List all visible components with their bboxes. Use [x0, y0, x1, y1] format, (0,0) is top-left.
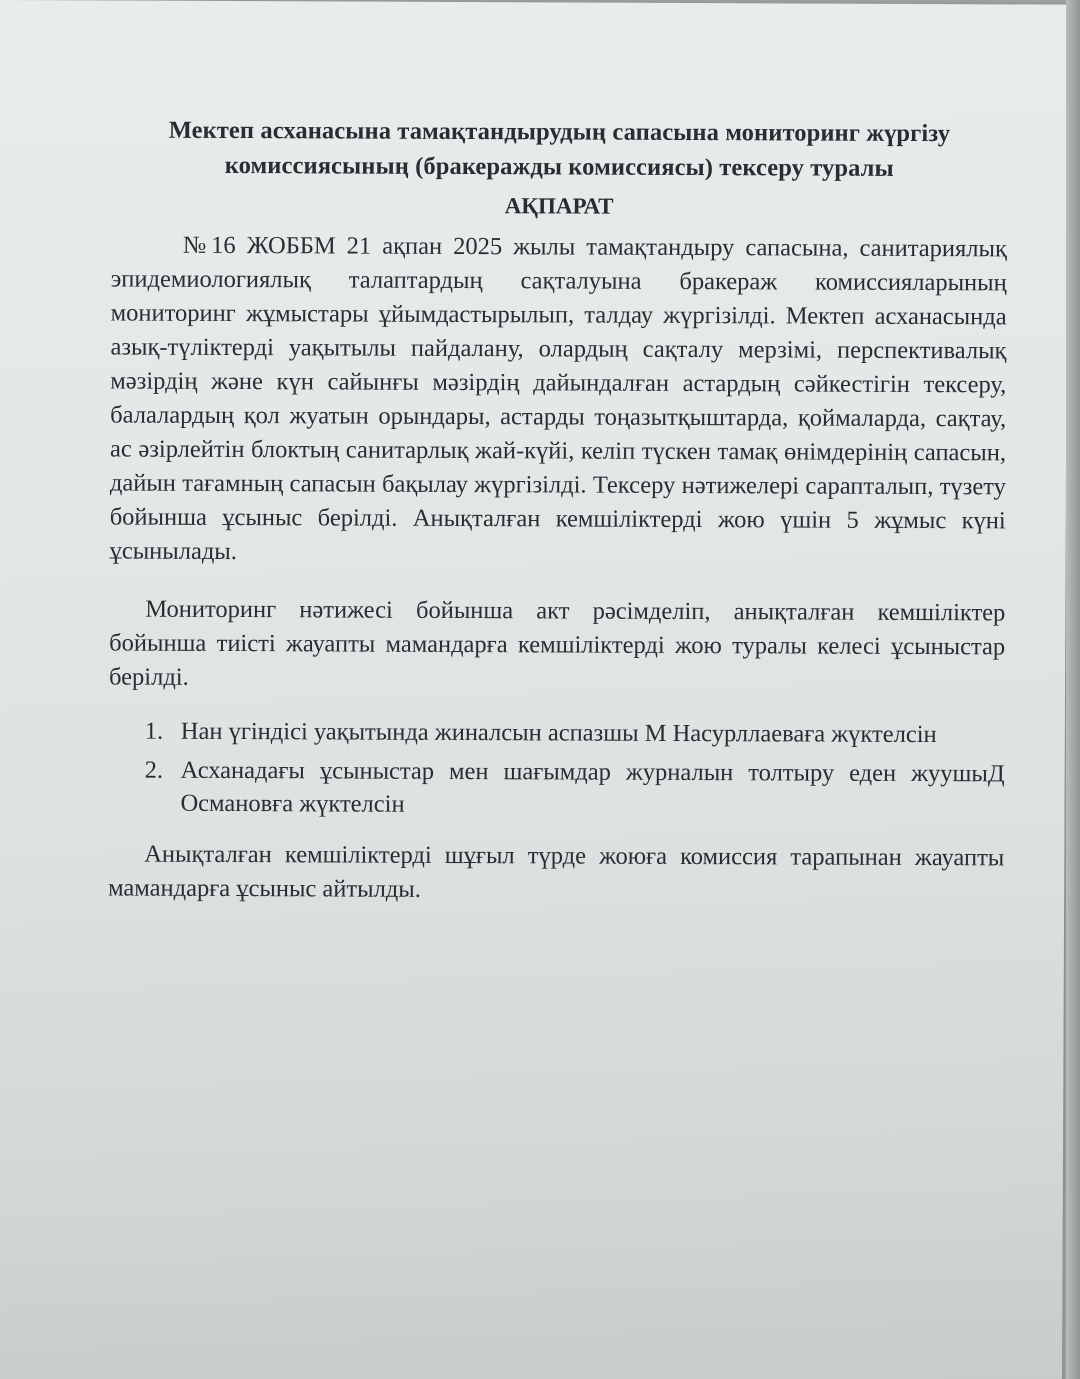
list-item-text: Нан үгіндісі уақытында жиналсын аспазшы М Насурллаеваға жүктелсін	[180, 717, 937, 749]
document-body	[108, 112, 1007, 909]
document-type-heading: АҚПАРАТ	[504, 193, 614, 219]
title-line-1: Мектеп асханасына тамақтандырудың сапасына мониторинг жүргізу	[168, 116, 951, 148]
paragraph-2: Мониторинг нәтижесі бойынша акт рәсімделіп, анықталған кемшіліктер бойынша тиісті жауапты мамандарға кемшіліктерді жою туралы келесі ұсыныстар берілді.	[108, 595, 1006, 691]
paper-stack-edge	[1066, 0, 1080, 1379]
title-line-2: комиссиясының (бракеражды комиссиясы) тексеру туралы	[224, 151, 894, 182]
list-item	[108, 753, 1004, 823]
paragraph-1: №16 ЖОББМ 21 ақпан 2025 жылы тамақтандыру сапасына, санитариялық эпидемиологиялық талаптардың сақталуына бракераж комиссияларының мониторинг жұмыстары ұйымдастырылып, талдау жүргізілді. Мектеп асханасында азық-түліктерді уақытылы пайдалану, олардың сақталу мерзімі, перспективалық мәзірдің және күн сайынғы мәзірдің дайындалған астардың сәйкестігін тексеру, балалардың қол жуатын орындары, астарды тоңазытқыштарда, қоймаларда, сақтау, ас әзірлейтін блоктың санитарлық жай-күйі, келіп түскен тамақ өнімдерінің сапасын, дайын тағамның сапасын бақылау жүргізілді. Тексеру нәтижелері сарапталып, түзету бойынша ұсыныс берілді. Анықталған кемшіліктерді жою үшін 5 жұмыс күні ұсынылады.	[109, 231, 1007, 566]
list-item-number: 2.	[144, 756, 164, 784]
list-item-text: Асханадағы ұсыныстар мен шағымдар журналын толтыру еден жуушыД Османовға жүктелсін	[180, 756, 1005, 818]
recommendations-list	[108, 714, 1004, 823]
list-item	[109, 714, 1005, 751]
list-item-number: 1.	[144, 717, 164, 745]
document-title	[111, 112, 1007, 186]
paragraph-3: Анықталған кемшіліктерді шұғыл түрде жоюға комиссия тарапынан жауапты мамандарға ұсыныс айтылды.	[108, 840, 1005, 903]
